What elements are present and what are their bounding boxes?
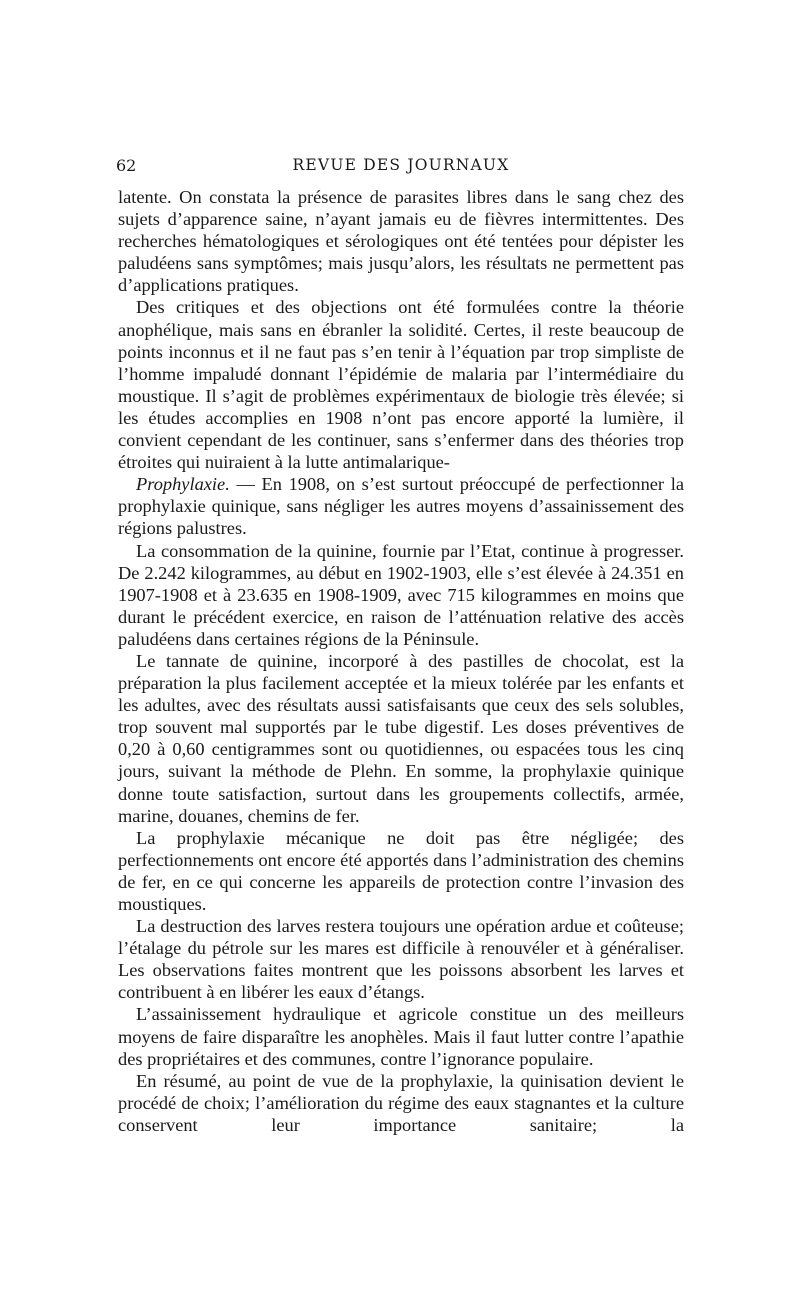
journal-section-title: REVUE DES JOURNAUX	[292, 156, 510, 174]
prophylaxie-heading: Prophylaxie.	[136, 474, 230, 495]
paragraph-larves: La destruction des larves restera toujours une opération ardue et coûteuse; l’étalage du pétrole sur les mares est difficile à renouvéler et à généraliser. Les observations faites montrent que les poissons absorbent les larves et contribuent à en libérer les eaux d’étangs.	[118, 916, 684, 1003]
paragraph-resume: En résumé, au point de vue de la prophylaxie, la quinisation devient le procédé de choix; l’amélioration du régime des eaux stagnantes et la culture conservent leur importance sanitaire; la	[118, 1070, 684, 1135]
running-header	[118, 152, 684, 182]
paragraph-mecanique: La prophylaxie mécanique ne doit pas être négligée; des perfectionnements ont encore été apportés dans l’administration des chemins de fer, en ce qui concerne les appareils de protection contre l’invasion des moustiques.	[118, 827, 684, 914]
paragraph-critiques: Des critiques et des objections ont été formulées contre la théorie anophélique, mais sans en ébranler la solidité. Certes, il reste beaucoup de points inconnus et il ne faut pas s’en tenir à l’équation par trop simpliste de l’homme impaludé donnant l’épidémie de malaria par l’intermédiaire du moustique. Il s’agit de problèmes expérimentaux de biologie très élevée; si les études accomplies en 1908 n’ont pas encore apporté la lumière, il convient cependant de les continuer, sans s’enfermer dans des théories trop étroites qui nuiraient à la lutte antimalarique-	[118, 297, 684, 473]
prophylaxie-text: — En 1908, on s’est surtout préoccupé de perfectionner la prophylaxie quinique, sans négliger les autres moyens d’assainissement des régions palustres.	[118, 474, 684, 539]
paragraph-quinine-consommation: La consommation de la quinine, fournie par l’Etat, continue à progresser. De 2.242 kilogrammes, au début en 1902-1903, elle s’est élevée à 24.351 en 1907-1908 et à 23.635 en 1908-1909, avec 715 kilogrammes en moins que durant le précédent exercice, en raison de l’atténuation relative des accès paludéens dans certaines régions de la Péninsule.	[118, 540, 684, 649]
article-body	[118, 186, 684, 1136]
paragraph-tannate: Le tannate de quinine, incorporé à des pastilles de chocolat, est la préparation la plus facilement acceptée et la mieux tolérée par les enfants et les adultes, avec des résultats aussi satisfaisants que ceux des sels solubles, trop souvent mal supportés par le tube digestif. Les doses préventives de 0,20 à 0,60 centigrammes sont ou quotidiennes, ou espacées tous les cinq jours, suivant la méthode de Plehn. En somme, la prophylaxie quinique donne toute satisfaction, surtout dans les groupements collectifs, armée, marine, douanes, chemins de fer.	[118, 650, 684, 826]
page-number: 62	[116, 156, 137, 175]
paragraph-latente: latente. On constata la présence de parasites libres dans le sang chez des sujets d’apparence saine, n’ayant jamais eu de fièvres intermittentes. Des recherches hématologiques et sérologiques ont été tentées pour dépister les paludéens sans symptômes; mais jusqu’alors, les résultats ne permettent pas d’applications pratiques.	[118, 187, 684, 296]
paragraph-prophylaxie	[118, 473, 684, 539]
page	[118, 152, 684, 1136]
paragraph-assainissement: L’assainissement hydraulique et agricole constitue un des meilleurs moyens de faire disparaître les anophèles. Mais il faut lutter contre l’apathie des propriétaires et des communes, contre l’ignorance populaire.	[118, 1004, 684, 1069]
